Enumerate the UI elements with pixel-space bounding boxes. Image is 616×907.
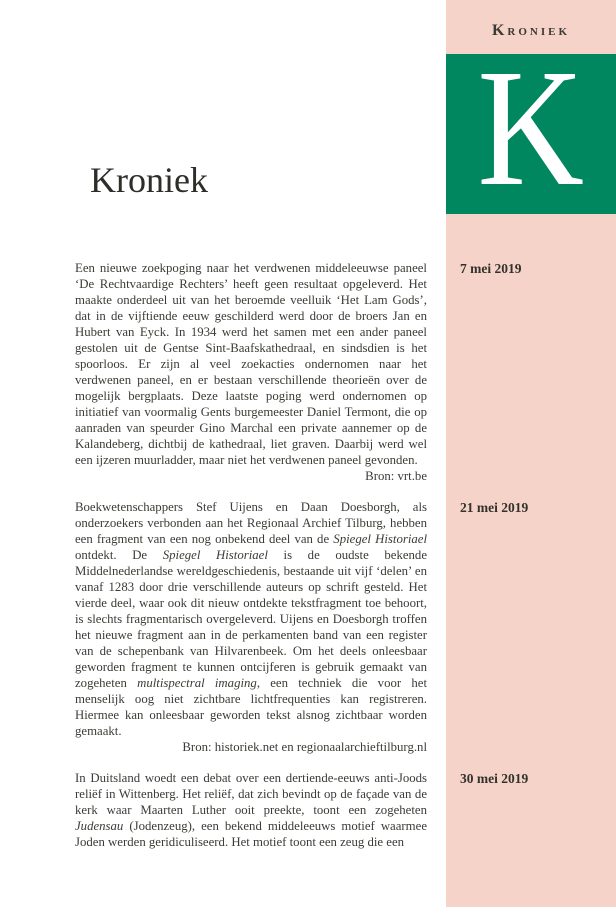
sidebar-section-label: Kroniek [491, 22, 571, 39]
article [75, 499, 529, 755]
article-source: Bron: historiek.net en regionaalarchieftilburg.nl [182, 740, 427, 754]
article-paragraph: Een nieuwe zoekpoging naar het verdwenen middeleeuwse paneel ‘De Rechtvaardige Rechters’ heeft geen resultaat opgeleverd. Het maakte onderdeel uit van het beroemde veelluik ‘Het Lam Gods’, dat in de vijftiende eeuw geschilderd werd door de broers Jan en Hubert van Eyck. In 1934 werd het samen met een ander paneel gestolen uit de Gentse Sint-Baafskathedraal, en sindsdien is het spoorloos. Er zijn al veel zoekacties ondernomen naar het verdwenen paneel, en er bestaan verschillende theorieën over de mogelijk bergplaats. Deze laatste poging werd ondernomen op initiatief van voormalig Gents burgemeester Daniel Termont, die op aanraden van speurder Gino Marchal een private aannemer op de Kalandeberg, dichtbij de kathedraal, liet graven. Daarbij werd wel een ijzeren muurladder, maar niet het verdwenen paneel gevonden. [75, 261, 427, 467]
chapter-initial-letter: K [477, 54, 585, 214]
article-date: 21 mei 2019 [460, 500, 529, 515]
chapter-initial-box [446, 54, 616, 214]
article-paragraph: In Duitsland woedt een debat over een dertiende-eeuws anti-Joods reliëf in Wittenberg. Het reliëf, dat zich bevindt op de façade van de kerk waar Maarten Luther ooit preekte, toont een zogeheten Judensau (Jodenzeug), een bekend middeleeuws motief waarmee Joden werden geridiculiseerd. Het motief toont een zeug die een [75, 771, 427, 849]
article-date: 30 mei 2019 [460, 771, 529, 786]
page-title: Kroniek [90, 160, 208, 200]
article [75, 770, 529, 850]
article-paragraph: Boekwetenschappers Stef Uijens en Daan Doesborgh, als onderzoekers verbonden aan het Regionaal Archief Tilburg, hebben een fragment van een nog onbekend deel van de Spiegel Historiael ontdekt. De Spiegel Historiael is de oudste bekende Middelnederlandse wereldgeschiedenis, bestaande uit vijf ‘delen’ en vanaf 1283 door drie verschillende auteurs op schrift gesteld. Het vierde deel, waar ook dit nieuw ontdekte tekstfragment toe behoort, is slechts fragmentarisch overgeleverd. Uijens en Doesborgh troffen het nieuwe fragment aan in de perkamenten band van een register van de schepenbank van Hilvarenbeek. Om het deels onleesbaar geworden fragment te kunnen ontcijferen is gebruik gemaakt van zogeheten multispectral imaging, een techniek die voor het menselijk oog niet zichtbare lichtfrequenties kan registreren. Hiermee kan onleesbaar geworden tekst alsnog zichtbaar worden gemaakt. [75, 500, 428, 738]
articles-container [75, 260, 529, 865]
article-source: Bron: vrt.be [365, 469, 427, 483]
article [75, 260, 522, 484]
article-date: 7 mei 2019 [460, 261, 522, 276]
